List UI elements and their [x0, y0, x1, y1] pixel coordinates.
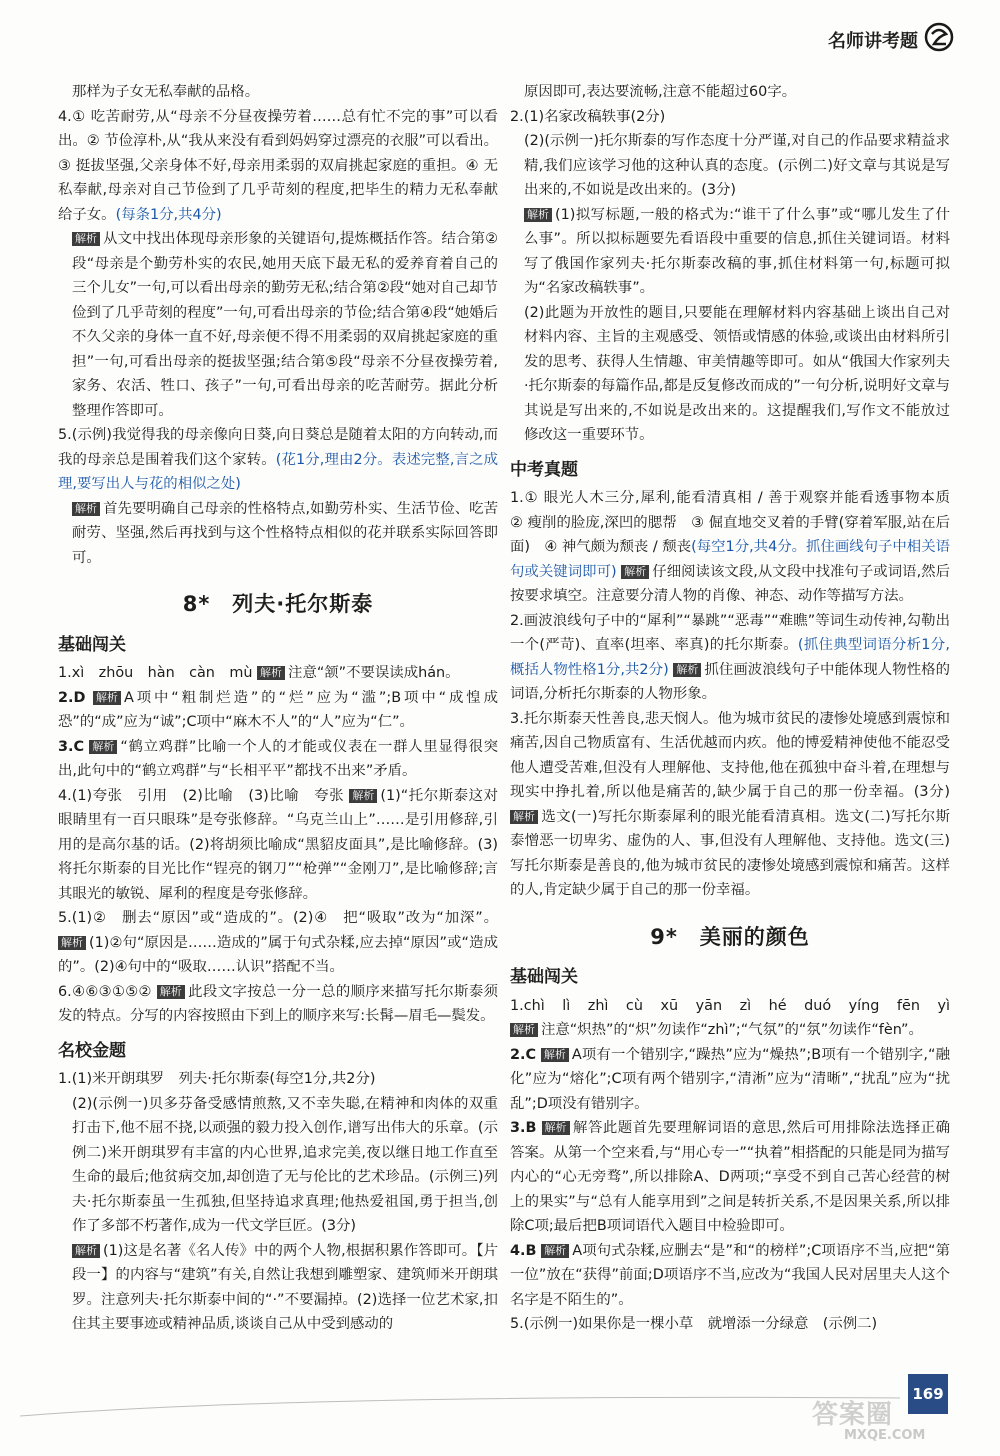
answer-r2-part2: (2)(示例一)托尔斯泰的写作态度十分严谨,对自己的作品要求精益求精,我们应该学习他的这种认真的态度。(示例二)好文章与其说是写出来的,不如说是改出来的。(3分): [524, 133, 950, 198]
score-note: (抓住典型词语分析1分,概括人物性格1分,共2分): [510, 637, 950, 678]
section-title-basic-2: 基础闯关: [510, 967, 578, 987]
left-column: [58, 80, 498, 1337]
section-title-zhongkao: 中考真题: [510, 459, 578, 480]
answer-b2: 2.C 解析 A项有一个错别字,“躁热”应为“燥热”;B项有一个错别字,“融化”应为“熔化”;C项有两个错别字,“清淅”应为“清晰”,“扰乱”应为“扰乱”;D项没有错别字。: [510, 1046, 951, 1112]
explanation-4: 解析 从文中找出体现母亲形象的关键语句,提炼概括作答。结合第②段“母亲是个勤劳朴实的农民,她用天底下最无私的爱养育着自己的三个儿女”一句,可以看出母亲的勤劳无私;结合第②段“她对自己却节俭到了几乎苛刻的程度”一句,可看出母亲的节俭;结合第④段“她婚后不久父亲的身体一直不好,母亲便不得不用柔弱的双肩挑起家庭的重担”一句,可看出母亲的挺拔坚强;结合第⑤段“母亲不分昼夜操劳着,家务、农活、牲口、孩子”一句,可看出母亲的吃苦耐劳。据此分析整理作答即可。: [72, 231, 498, 419]
answer-m1: 1.(1)米开朗琪罗 列夫·托尔斯泰(每空1分,共2分): [58, 1071, 376, 1087]
jiexi-tag: 解析: [524, 208, 552, 222]
explanation-m1: 解析 (1)这是名著《名人传》中的两个人物,根据积累作答即可。【片段一】的内容与“建筑”有关,自然让我想到雕塑家、建筑师米开朗琪罗。注意列夫·托尔斯泰中间的“·”不要漏掉。(2)选择一位艺术家,扣住其主要事迹或精神品质,谈谈自己从中受到感动的: [72, 1242, 498, 1332]
answer-4b: 4.(1)夸张 引用 (2)比喻 (3)比喻 夸张 解析 (1)“托尔斯泰这对眼睛里有一百只眼珠”是夸张修辞。“乌克兰山上”……是引用修辞,引用的是高尔基的话。(2)将胡须比喻成“黑貂皮面具”,是比喻修辞。(3)将托尔斯泰的目光比作“锃亮的钢刀”“枪弹”“金刚刀”,是比喻修辞;言其眼光的敏锐、犀利的程度是夸张修辞。: [58, 787, 498, 902]
brand-logo-icon: [924, 22, 954, 57]
answer-b3: 3.B 解析 解答此题首先要理解词语的意思,然后可用排除法选择正确答案。从第一个空来看,与“用心专一”“执着”相搭配的只能是同为描写内心的“心无旁骛”,所以排除A、D两项;“享受不到自己苦心经营的树上的果实”与“总有人能享用到”之间是转折关系,不是因果关系,所以排除C项;最后把B项词语代入题目中检验即可。: [510, 1120, 951, 1234]
answer-z2: 2.画波浪线句子中的“犀利”“暴跳”“恶毒”“难瞧”等词生动传神,勾勒出一个(严苛)、直率(坦率、率真)的托尔斯泰。(抓住典型词语分析1分,概括人物性格1分,共2分) 解析 抓住画波浪线句子中能体现人物性格的词语,分析托尔斯泰的人物形象。: [510, 612, 950, 702]
score-note: (每空1分,共4分。抓住画线句子中相关语句或关键词即可): [510, 539, 950, 580]
answer-b4: 4.B 解析 A项句式杂糅,应删去“是”和“的榜样”;C项语序不当,应把“第一位”放在“获得”前面;D项语序不当,应改为“我国人民对居里夫人这个名字是不陌生的”。: [510, 1242, 950, 1308]
answer-5b: 5.(1)② 删去“原因”或“造成的”。(2)④ 把“吸取”改为“加深”。 解析 (1)②句“原因是……造成的”属于句式杂糅,应去掉“原因”或“造成的”。(2)④句中的“吸取……认识”搭配不当。: [58, 910, 498, 975]
answer-z1: 1.① 眼光人木三分,犀利,能看清真相 / 善于观察并能看透事物本质 ② 瘦削的脸庞,深凹的腮帮 ③ 倔直地交叉着的手臂(穿着军服,站在后面) ④ 神气颇为颓丧 / 颓丧(每空1分,共4分。抓住画线句子中相关语句或关键词即可) 解析 仔细阅读该文段,从文段中找准句子或词语,然后按要求填空。注意要分清人物的肖像、神态、动作等描写方法。: [510, 490, 965, 604]
brand-text: 名师讲考题: [828, 30, 918, 52]
section-title-basic: 基础闯关: [58, 634, 126, 655]
lesson-title-9: 9* 美丽的颜色: [650, 924, 810, 949]
score-note: (每条1分,共4分): [115, 206, 222, 223]
jiexi-tag: 解析: [621, 565, 649, 579]
explanation-5: 解析 首先要明确自己母亲的性格特点,如勤劳朴实、生活节俭、吃苦耐劳、坚强,然后再找到与这个性格特点相似的花并联系实际回答即可。: [72, 500, 498, 566]
answer-4: 4.① 吃苦耐劳,从“母亲不分昼夜操劳着……总有忙不完的事”可以看出。② 节俭淳朴,从“我从来没有看到妈妈穿过漂亮的衣服”可以看出。③ 挺拔坚强,父亲身体不好,母亲用柔弱的双肩挑起家庭的重担。④ 无私奉献,母亲对自己节俭到了几乎苛刻的程度,把毕生的精力无私奉献给子女。(每条1分,共4分): [58, 108, 498, 223]
right-column: [510, 80, 965, 1337]
answer-5: 5.(示例)我觉得我的母亲像向日葵,向日葵总是随着太阳的方向转动,而我的母亲总是围着我们这个家转。(花1分,理由2分。表述完整,言之成理,要写出人与花的相似之处): [58, 427, 498, 492]
answer-m1-part2: (2)(示例一)贝多芬备受感情煎熬,又不幸失聪,在精神和肉体的双重打击下,他不屈不挠,以顽强的毅力投入创作,谱写出伟大的乐章。(示例二)米开朗琪罗有丰富的内心世界,追求完美,夜以继日地工作直至生命的最后;他贫病交加,却创造了无与伦比的艺术珍品。(示例三)列夫·托尔斯泰虽一生孤独,但坚持追求真理;他热爱祖国,勇于担当,创作了多部不朽著作,成为一代文学巨匠。(3分): [72, 1095, 498, 1234]
watermark: 答案圈: [812, 1400, 894, 1430]
jiexi-tag: 解析: [93, 691, 121, 705]
jiexi-tag: 解析: [542, 1121, 570, 1135]
lesson-title-8: 8* 列夫·托尔斯泰: [182, 592, 374, 616]
answer-text: 原因即可,表达要流畅,注意不能超过60字。: [524, 84, 797, 100]
jiexi-tag: 解析: [72, 232, 100, 246]
jiexi-tag: 解析: [510, 1023, 538, 1037]
page-edge-curve: [0, 1380, 920, 1420]
jiexi-tag: 解析: [58, 936, 86, 950]
jiexi-tag: 解析: [72, 502, 100, 516]
answer-r2: 2.(1)名家改稿轶事(2分): [510, 108, 666, 125]
jiexi-tag: 解析: [257, 666, 285, 680]
answer-text: 那样为子女无私奉献的品格。: [72, 84, 260, 100]
jiexi-tag: 解析: [510, 810, 538, 824]
answer-b5: 5.(示例一)如果你是一棵小草 就增添一分绿意 (示例二): [510, 1316, 878, 1332]
explanation-r2: 解析 (1)拟写标题,一般的格式为:“谁干了什么事”或“哪儿发生了什么事”。所以拟标题要先看语段中重要的信息,抓住关键词语。材料写了俄国作家列夫·托尔斯泰改稿的事,抓住材料第一句,标题可拟为“名家改稿轶事”。: [524, 206, 950, 296]
jiexi-tag: 解析: [72, 1244, 100, 1258]
answer-1: 1.xì zhōu hàn càn mù 解析 注意“颔”不要误读成hán。: [58, 665, 460, 681]
score-note: (花1分,理由2分。表述完整,言之成理,要写出人与花的相似之处): [58, 451, 498, 492]
jiexi-tag: 解析: [673, 663, 701, 677]
jiexi-tag: 解析: [89, 740, 117, 754]
section-title-famous-school: 名校金题: [58, 1040, 126, 1061]
answer-3: 3.C 解析 “鹤立鸡群”比喻一个人的才能或仪表在一群人里显得很突出,此句中的“鹤立鸡群”与“长相平平”都找不出来”矛盾。: [58, 738, 498, 779]
answer-6: 6.④⑥③①⑤② 解析 此段文字按总一分一总的顺序来描写托尔斯泰须发的特点。分写的内容按照由下到上的顺序来写:长髯—眉毛—鬓发。: [58, 983, 498, 1024]
explanation-r2-part2: (2)此题为开放性的题目,只要能在理解材料内容基础上谈出自己对材料内容、主旨的主观感受、领悟或情感的体验,或谈出由材料所引发的思考、获得人生情趣、审美情趣等即可。如从“俄国大作家列夫·托尔斯泰的每篇作品,都是反复修改而成的”一句分析,说明好文章与其说是写出来的,不如说是改出来的。这提醒我们,写作文不能放过修改这一重要环节。: [524, 304, 950, 443]
header-brand: [828, 22, 954, 57]
page-number: 169: [908, 1374, 948, 1414]
watermark-url: MXQE.COM: [844, 1428, 926, 1443]
jiexi-tag: 解析: [349, 789, 377, 803]
answer-2: 2.D 解析 A项中“粗制烂造”的“烂”应为“滥”;B项中“成惶成恐”的“成”应为“诚”;C项中“麻木不人”的“人”应为“仁”。: [58, 689, 498, 730]
jiexi-tag: 解析: [157, 985, 185, 999]
jiexi-tag: 解析: [541, 1244, 569, 1258]
jiexi-tag: 解析: [541, 1048, 569, 1062]
answer-b1: 1.chì lì zhì cù xū yān zì hé duó yíng fēn yì 解析 注意“炽热”的“炽”勿读作“zhì”;“气氛”的“氛”勿读作“fèn”。: [510, 997, 950, 1038]
answer-z3: 3.托尔斯泰天性善良,悲天悯人。他为城市贫民的凄惨处境感到震惊和痛苦,因自己物质富有、生活优越而内疚。他的博爱精神使他不能忍受他人遭受苦难,但没有人理解他、支持他,他在孤独中奋斗着,在理想与现实中挣扎着,所以他是痛苦的,缺少属于自己的那一份幸福。(3分) 解析 选文(一)写托尔斯泰犀利的眼光能看清真相。选文(二)写托尔斯泰憎恶一切卑劣、虚伪的人、事,但没有人理解他、支持他。选文(三)写托尔斯泰是善良的,他为城市贫民的凄惨处境感到震惊和痛苦。这样的人,肯定缺少属于自己的那一份幸福。: [510, 710, 950, 898]
